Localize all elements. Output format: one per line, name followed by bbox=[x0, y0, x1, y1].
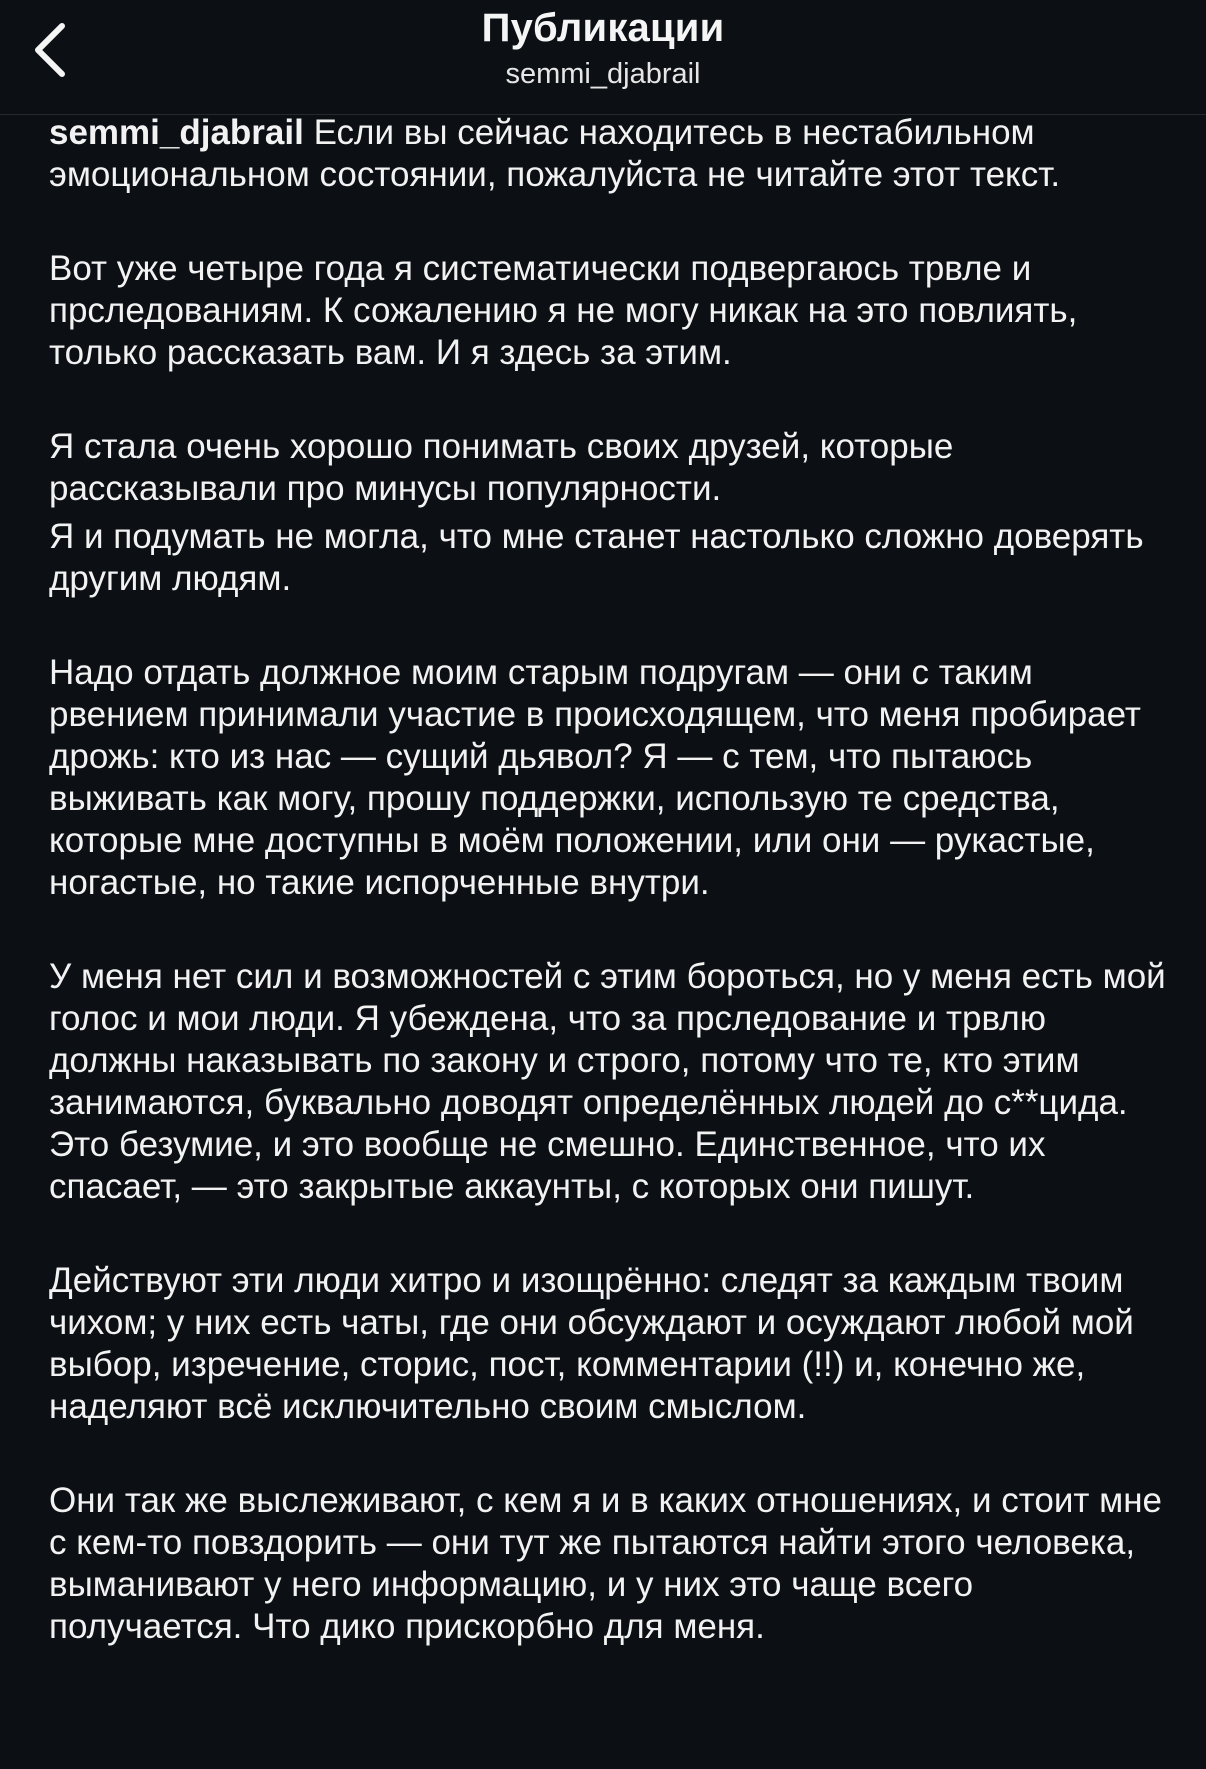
caption-author-username[interactable]: semmi_djabrail bbox=[49, 113, 304, 152]
page-title: Публикации bbox=[481, 6, 725, 50]
caption-paragraph: Я и подумать не могла, что мне станет настолько сложно доверять другим людям. bbox=[49, 517, 1144, 598]
post-caption bbox=[49, 112, 1169, 1648]
caption-text: Если вы сейчас находитесь в нестабильном эмоциональном состоянии, пожалуйста не читайте этот текст. bbox=[49, 113, 1061, 194]
caption-paragraph: Я стала очень хорошо понимать своих друзей, которые рассказывали про минусы популярности. bbox=[49, 427, 954, 508]
page-subtitle-username: semmi_djabrail bbox=[505, 58, 701, 90]
caption-paragraph bbox=[49, 112, 1169, 196]
caption-paragraph: Вот уже четыре года я систематически подвергаюсь трвле и прследованиям. К сожалению я не могу никак на это повлиять, только рассказать вам. И я здесь за этим. bbox=[49, 249, 1078, 372]
top-navigation-bar bbox=[0, 0, 1206, 115]
caption-paragraph: Надо отдать должное моим старым подругам — они с таким рвением принимали участие в происходящем, что меня пробирает дрожь: кто из нас — сущий дьявол? Я — с тем, что пытаюсь выживать как могу, прошу поддержки, использую те средства, которые мне доступны в моём положении, или они — рукастые, ногастые, но такие испорченные внутри. bbox=[49, 653, 1141, 902]
caption-paragraph: Они так же выслеживают, с кем я и в каких отношениях, и стоит мне с кем-то повздорить — они тут же пытаются найти этого человека, выманивают у него информацию, и у них это чаще всего получается. Что дико прискорбно для меня. bbox=[49, 1481, 1162, 1646]
caption-paragraph: У меня нет сил и возможностей с этим бороться, но у меня есть мой голос и мои люди. Я убеждена, что за прследование и трвлю должны наказывать по закону и строго, потому что те, кто этим занимаются, буквально доводят определённых людей до с**цида. Это безумие, и это вообще не смешно. Единственное, что их спасает, — это закрытые аккаунты, с которых они пишут. bbox=[49, 957, 1166, 1206]
caption-paragraph: Действуют эти люди хитро и изощрённо: следят за каждым твоим чихом; у них есть чаты, где они обсуждают и осуждают любой мой выбор, изречение, сторис, пост, комментарии (!!) и, конечно же, наделяют всё исключительно своим смыслом. bbox=[49, 1261, 1134, 1426]
